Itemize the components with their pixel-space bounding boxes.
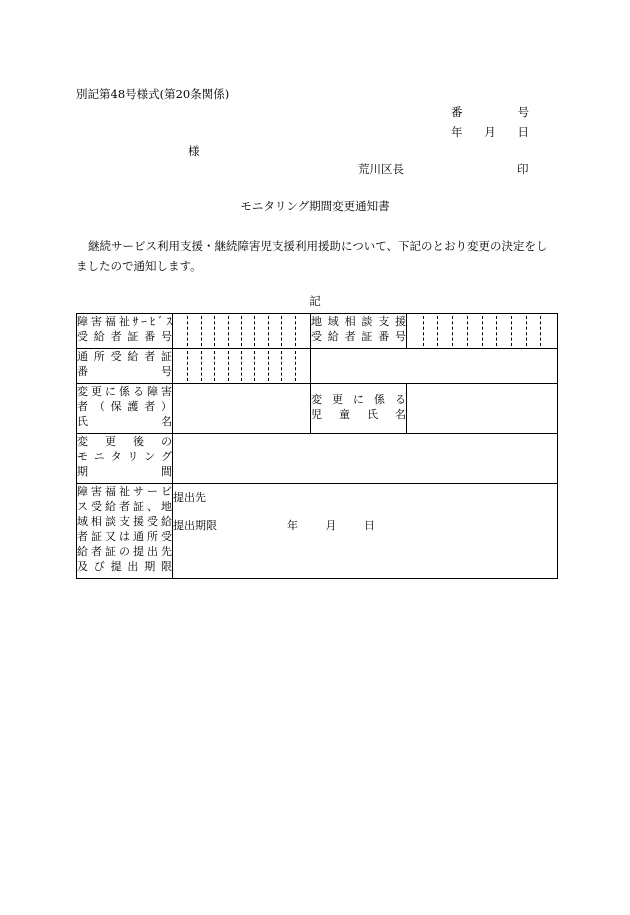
issue-date-line [451, 124, 529, 140]
digit-box[interactable] [187, 351, 200, 381]
label-char: 援 [394, 315, 406, 328]
label-char: 域 [327, 315, 339, 328]
label-char: 証 [361, 330, 373, 343]
digit-box[interactable] [423, 316, 438, 346]
digit-box[interactable] [511, 316, 526, 346]
label-char: ） [160, 400, 172, 413]
label-char: 給 [93, 330, 105, 343]
digit-box[interactable] [540, 316, 555, 346]
digit-box[interactable] [214, 316, 227, 346]
digit-box[interactable] [409, 316, 423, 346]
submit-destination-label: 提出先 [173, 491, 206, 504]
label-char: 相 [91, 515, 102, 528]
table-row [77, 314, 558, 349]
table-row [77, 349, 558, 384]
label-char: 者 [344, 330, 356, 343]
digit-box[interactable] [295, 316, 308, 346]
digit-box[interactable] [281, 351, 294, 381]
issuer-name: 荒川区長 [358, 162, 404, 176]
label-char: グ [160, 450, 172, 463]
digit-box[interactable] [268, 351, 281, 381]
label-char: 受 [91, 500, 102, 513]
digit-box[interactable] [241, 351, 254, 381]
label-char: る [133, 385, 144, 398]
digit-box[interactable] [467, 316, 482, 346]
label-char: 祉 [119, 485, 130, 498]
digit-box[interactable] [254, 351, 267, 381]
label-char: 給 [161, 515, 172, 528]
seal-mark: 印 [517, 162, 529, 176]
label-char: 受 [147, 515, 158, 528]
month-char: 月 [484, 125, 496, 139]
label-char: 者 [119, 500, 130, 513]
label-char: 地 [161, 500, 172, 513]
label-char: 氏 [367, 408, 378, 421]
label-char: 福 [105, 485, 116, 498]
label-char: リ [127, 450, 139, 463]
digit-box[interactable] [452, 316, 467, 346]
document-number-line [451, 104, 529, 120]
label-char: 先 [161, 545, 172, 558]
label-char: ニ [93, 450, 105, 463]
document-title: モニタリング期間変更通知書 [240, 199, 390, 213]
label-char: 護 [127, 400, 139, 413]
day-service-cert-label [77, 349, 173, 384]
label-char: 害 [91, 485, 102, 498]
digit-box[interactable] [254, 316, 267, 346]
digit-box[interactable] [214, 351, 227, 381]
regional-consult-cert-number-field[interactable] [407, 314, 558, 349]
label-char: 証 [127, 330, 139, 343]
label-char: 提 [110, 560, 122, 573]
label-char: ン [144, 450, 156, 463]
label-char: 受 [77, 330, 88, 343]
label-char: 変 [77, 435, 88, 448]
label-char: 番 [77, 365, 88, 378]
disabled-person-name-field[interactable] [173, 384, 311, 434]
submission-field[interactable] [173, 484, 558, 579]
notice-body: 継続サービス利用支援・継続障害児支援利用援助について、下記のとおり変更の決定をしましたので通知します。 [76, 239, 548, 273]
label-char: ー [147, 485, 158, 498]
child-name-label [311, 384, 407, 434]
label-char: 受 [161, 530, 172, 543]
label-char: 証 [105, 545, 116, 558]
label-char: 者 [144, 350, 156, 363]
label-char: 期 [77, 465, 88, 478]
label-char: 童 [339, 408, 350, 421]
table-row [77, 484, 558, 579]
label-char: 所 [93, 350, 105, 363]
label-char: 地 [311, 315, 322, 328]
label-char: 限 [160, 560, 172, 573]
label-char: 号 [161, 365, 172, 378]
deadline-date: 年 月 日 [287, 519, 375, 532]
ki-heading: 記 [309, 294, 321, 308]
form-number-label: 別記第48号様式(第20条関係) [76, 87, 230, 101]
disability-cert-number-field[interactable] [173, 314, 311, 349]
label-char: 受 [110, 350, 122, 363]
digit-box[interactable] [281, 316, 294, 346]
label-char: び [93, 560, 105, 573]
label-char: の [161, 435, 172, 448]
digit-box[interactable] [228, 351, 241, 381]
digit-box[interactable] [437, 316, 452, 346]
label-char: 害 [161, 385, 172, 398]
disability-cert-label [77, 314, 173, 349]
label-char: 給 [77, 545, 88, 558]
label-char: 更 [105, 435, 116, 448]
label-char: 通 [77, 350, 88, 363]
label-char: の [119, 545, 130, 558]
label-char: 給 [327, 330, 339, 343]
day-service-cert-number-field[interactable] [173, 349, 311, 384]
details-table [76, 313, 558, 579]
label-char: 後 [133, 435, 144, 448]
digit-box[interactable] [187, 316, 200, 346]
digit-box[interactable] [496, 316, 511, 346]
child-name-field[interactable] [407, 384, 558, 434]
label-char: 害 [90, 315, 102, 328]
label-char: 保 [110, 400, 122, 413]
label-char: に [105, 385, 116, 398]
label-char: タ [110, 450, 122, 463]
label-char: 者 [110, 330, 122, 343]
label-char: 出 [127, 560, 139, 573]
label-char: 番 [378, 330, 390, 343]
disabled-person-name-label [77, 384, 173, 434]
label-char: 域 [77, 515, 88, 528]
monitoring-period-field[interactable] [173, 434, 558, 484]
submission-label [77, 484, 173, 579]
digit-box[interactable] [268, 316, 281, 346]
label-char: モ [77, 450, 88, 463]
digit-box[interactable] [241, 316, 254, 346]
label-char: 者 [144, 400, 156, 413]
label-char: 提 [133, 545, 144, 558]
label-char: ｽ [166, 315, 172, 328]
label-char: 所 [147, 530, 158, 543]
label-char: 受 [311, 330, 322, 343]
label-char: 相 [344, 315, 356, 328]
label-char: 児 [311, 408, 322, 421]
regional-consult-cert-label [311, 314, 407, 349]
label-char: 変 [77, 385, 88, 398]
label-char: は [119, 530, 130, 543]
addressee-honorific: 様 [188, 144, 200, 158]
label-char: 出 [147, 545, 158, 558]
monitoring-period-label [77, 434, 173, 484]
label-char: る [395, 393, 406, 406]
label-char: 支 [378, 315, 390, 328]
digit-box[interactable] [295, 351, 308, 381]
label-char: 変 [311, 393, 322, 406]
label-char: 障 [147, 385, 158, 398]
label-char: 更 [91, 385, 102, 398]
label-char: 福 [104, 315, 116, 328]
label-char: 障 [77, 485, 88, 498]
table-row [77, 434, 558, 484]
label-char: ｻ [132, 315, 139, 328]
label-char: ビ [161, 485, 172, 498]
label-char: 係 [374, 393, 385, 406]
label-char: 給 [105, 500, 116, 513]
label-char: 名 [395, 408, 406, 421]
label-char: 支 [119, 515, 130, 528]
label-char: 者 [77, 400, 88, 413]
label-char: 係 [119, 385, 130, 398]
label-char: 援 [133, 515, 144, 528]
year-char: 年 [451, 125, 463, 139]
label-char: 間 [161, 465, 172, 478]
label-char: 名 [161, 415, 172, 428]
submit-deadline-label: 提出期限 [173, 519, 217, 532]
label-char: 談 [105, 515, 116, 528]
table-row [77, 384, 558, 434]
label-char: 通 [133, 530, 144, 543]
label-char: 、 [147, 500, 158, 513]
digit-box[interactable] [482, 316, 497, 346]
label-char: ﾋ [149, 315, 156, 328]
label-char: 障 [77, 315, 88, 328]
blank-cell [311, 349, 558, 384]
label-char: 談 [361, 315, 373, 328]
label-char: 氏 [77, 415, 88, 428]
label-char: 証 [160, 350, 172, 363]
label-char: 期 [144, 560, 156, 573]
digit-box[interactable] [175, 351, 187, 381]
label-char: ｰ [141, 315, 147, 328]
digit-box[interactable] [175, 316, 187, 346]
label-char: 番 [144, 330, 156, 343]
digit-box[interactable] [201, 316, 214, 346]
day-char: 日 [517, 125, 529, 139]
digit-box[interactable] [526, 316, 541, 346]
label-char: サ [133, 485, 144, 498]
label-char: 号 [394, 330, 406, 343]
label-char: 号 [160, 330, 172, 343]
ban-char: 番 [451, 105, 463, 119]
digit-box[interactable] [228, 316, 241, 346]
digit-box[interactable] [201, 351, 214, 381]
label-char: 者 [91, 545, 102, 558]
label-char: 証 [91, 530, 102, 543]
label-char: 者 [77, 530, 88, 543]
label-char: 祉 [118, 315, 130, 328]
label-char: 証 [133, 500, 144, 513]
label-char: （ [93, 400, 105, 413]
label-char: 更 [332, 393, 343, 406]
label-char: 及 [77, 560, 88, 573]
label-char: に [353, 393, 364, 406]
label-char: 又 [105, 530, 116, 543]
label-char: 給 [127, 350, 139, 363]
label-char: ﾞ [158, 315, 164, 328]
label-char: ス [77, 500, 88, 513]
go-char: 号 [517, 105, 529, 119]
